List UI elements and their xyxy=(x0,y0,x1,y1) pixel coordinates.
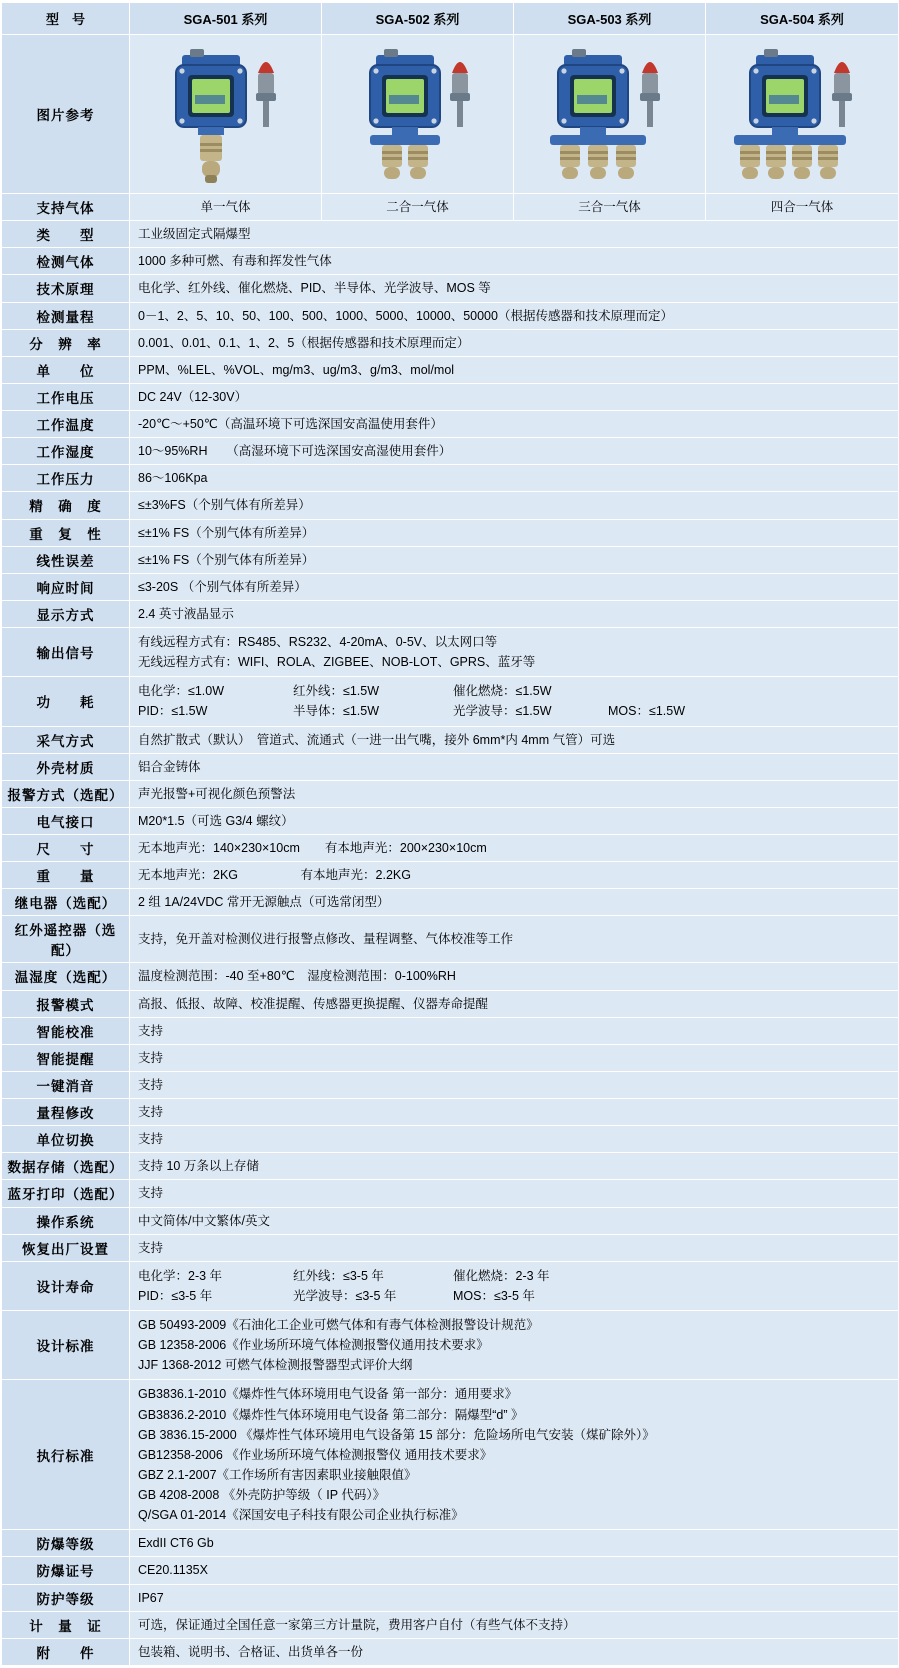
row-value: DC 24V（12-30V） xyxy=(130,383,899,410)
lifetime-mos: MOS：≤3-5 年 xyxy=(453,1288,535,1303)
row-value: 支持 xyxy=(130,1017,899,1044)
row-value: 0.001、0.01、0.1、1、2、5（根据传感器和技术原理而定） xyxy=(130,329,899,356)
model-503: SGA-503 系列 xyxy=(514,3,706,35)
row-label: 单位切换 xyxy=(2,1126,130,1153)
table-row xyxy=(2,1584,899,1611)
table-row xyxy=(2,862,899,889)
table-row xyxy=(2,726,899,753)
gas-detector-2-icon xyxy=(324,39,509,189)
model-501: SGA-501 系列 xyxy=(130,3,322,35)
row-label: 智能校准 xyxy=(2,1017,130,1044)
model-504: SGA-504 系列 xyxy=(706,3,899,35)
table-row xyxy=(2,600,899,627)
row-label: 精 确 度 xyxy=(2,492,130,519)
gas-detector-3-icon xyxy=(516,39,701,189)
table-row xyxy=(2,1530,899,1557)
gas-support-502: 二合一气体 xyxy=(322,194,514,221)
row-value: 声光报警+可视化颜色预警法 xyxy=(130,780,899,807)
power-line-2 xyxy=(138,701,890,721)
table-row xyxy=(2,1153,899,1180)
model-502: SGA-502 系列 xyxy=(322,3,514,35)
table-row-photo xyxy=(2,35,899,194)
gas-support-503: 三合一气体 xyxy=(514,194,706,221)
power-electrochemical: 电化学：≤1.0W xyxy=(138,684,225,699)
exec-standard-line: GB 4208-2008 《外壳防护等级（ IP 代码）》 xyxy=(138,1488,386,1502)
lifetime-label: 设计寿命 xyxy=(2,1261,130,1310)
power-catalytic: 催化燃烧：≤1.5W xyxy=(453,684,552,699)
exec-standard-label: 执行标准 xyxy=(2,1380,130,1530)
table-row xyxy=(2,1611,899,1638)
row-value: 电化学、红外线、催化燃烧、PID、半导体、光学波导、MOS 等 xyxy=(130,275,899,302)
row-value: 支持 xyxy=(130,1126,899,1153)
row-value: -20℃～+50℃（高温环境下可选深国安高温使用套件） xyxy=(130,411,899,438)
row-label: 分 辨 率 xyxy=(2,329,130,356)
table-row xyxy=(2,1557,899,1584)
row-value: 支持 xyxy=(130,1180,899,1207)
row-label: 报警模式 xyxy=(2,990,130,1017)
power-pid: PID：≤1.5W xyxy=(138,704,208,719)
row-value: CE20.1135X xyxy=(130,1557,899,1584)
exec-standard-line: Q/SGA 01-2014《深国安电子科技有限公司企业执行标准》 xyxy=(138,1508,464,1523)
device-image-503 xyxy=(514,35,706,194)
row-label: 重 量 xyxy=(2,862,130,889)
table-row-lifetime xyxy=(2,1261,899,1310)
row-value: ExdII CT6 Gb xyxy=(130,1530,899,1557)
row-label: 防爆等级 xyxy=(2,1530,130,1557)
device-image-502 xyxy=(322,35,514,194)
row-label: 防护等级 xyxy=(2,1584,130,1611)
table-row xyxy=(2,1126,899,1153)
row-label: 工作温度 xyxy=(2,411,130,438)
table-row xyxy=(2,1071,899,1098)
row-label: 蓝牙打印（选配） xyxy=(2,1180,130,1207)
table-row xyxy=(2,1234,899,1261)
row-value: 2.4 英寸液晶显示 xyxy=(130,600,899,627)
table-row xyxy=(2,519,899,546)
row-value: 高报、低报、故障、校准提醒、传感器更换提醒、仪器寿命提醒 xyxy=(130,990,899,1017)
row-label: 外壳材质 xyxy=(2,753,130,780)
table-row xyxy=(2,1017,899,1044)
row-label: 显示方式 xyxy=(2,600,130,627)
row-value: 支持 xyxy=(130,1234,899,1261)
row-value: 0－1、2、5、10、50、100、500、1000、5000、10000、50000（根据传感器和技术原理而定） xyxy=(130,302,899,329)
row-label: 操作系统 xyxy=(2,1207,130,1234)
row-value: 中文简体/中文繁体/英文 xyxy=(130,1207,899,1234)
table-row-design-standard xyxy=(2,1311,899,1380)
lifetime-optical: 光学波导：≤3-5 年 xyxy=(293,1288,397,1303)
table-row xyxy=(2,248,899,275)
row-label: 响应时间 xyxy=(2,573,130,600)
exec-standard-line: GB3836.1-2010《爆炸性气体环境用电气设备 第一部分：通用要求》 xyxy=(138,1387,518,1402)
lifetime-pid: PID：≤3-5 年 xyxy=(138,1288,213,1303)
row-label: 恢复出厂设置 xyxy=(2,1234,130,1261)
table-row xyxy=(2,963,899,990)
gas-detector-1-icon xyxy=(132,39,317,189)
table-row-model-header xyxy=(2,3,899,35)
exec-standard-line: GBZ 2.1-2007《工作场所有害因素职业接触限值》 xyxy=(138,1467,417,1482)
row-label: 报警方式（选配） xyxy=(2,780,130,807)
gas-support-label: 支持气体 xyxy=(2,194,130,221)
row-value: 10～95%RH （高湿环境下可选深国安高湿使用套件） xyxy=(130,438,899,465)
row-label: 温湿度（选配） xyxy=(2,963,130,990)
table-row xyxy=(2,1180,899,1207)
table-row xyxy=(2,573,899,600)
row-label: 重 复 性 xyxy=(2,519,130,546)
device-image-501 xyxy=(130,35,322,194)
row-label: 计 量 证 xyxy=(2,1611,130,1638)
table-row xyxy=(2,1099,899,1126)
row-value: 2 组 1A/24VDC 常开无源触点（可选常闭型） xyxy=(130,889,899,916)
row-value: IP67 xyxy=(130,1584,899,1611)
row-label: 电气接口 xyxy=(2,807,130,834)
power-infrared: 红外线：≤1.5W xyxy=(293,684,380,699)
specification-table xyxy=(1,2,899,1666)
design-standard-line: JJF 1368-2012 可燃气体检测报警器型式评价大纲 xyxy=(138,1358,413,1373)
spec-sheet xyxy=(0,2,899,1666)
row-value: 支持 xyxy=(130,1099,899,1126)
output-signal-label: 输出信号 xyxy=(2,628,130,677)
power-mos: MOS：≤1.5W xyxy=(608,704,686,719)
row-label: 技术原理 xyxy=(2,275,130,302)
row-value: 可选，保证通过全国任意一家第三方计量院，费用客户自付（有些气体不支持） xyxy=(130,1611,899,1638)
lifetime-infrared: 红外线：≤3-5 年 xyxy=(293,1268,384,1283)
table-row xyxy=(2,492,899,519)
table-row xyxy=(2,753,899,780)
table-row xyxy=(2,546,899,573)
row-label: 附 件 xyxy=(2,1638,130,1665)
table-row xyxy=(2,383,899,410)
row-value: 工业级固定式隔爆型 xyxy=(130,221,899,248)
device-image-504 xyxy=(706,35,899,194)
row-value: 无本地声光：140×230×10cm 有本地声光：200×230×10cm xyxy=(130,835,899,862)
row-label: 工作电压 xyxy=(2,383,130,410)
row-value: 支持 xyxy=(130,1044,899,1071)
lifetime-catalytic: 催化燃烧：2-3 年 xyxy=(453,1268,550,1283)
table-row xyxy=(2,221,899,248)
row-value: 支持 10 万条以上存储 xyxy=(130,1153,899,1180)
row-label: 数据存储（选配） xyxy=(2,1153,130,1180)
row-label: 类 型 xyxy=(2,221,130,248)
table-row xyxy=(2,1044,899,1071)
table-row xyxy=(2,302,899,329)
gas-support-501: 单一气体 xyxy=(130,194,322,221)
gas-detector-4-icon xyxy=(708,39,893,189)
row-label: 采气方式 xyxy=(2,726,130,753)
table-row xyxy=(2,356,899,383)
row-value: M20*1.5（可选 G3/4 螺纹） xyxy=(130,807,899,834)
table-row-exec-standard xyxy=(2,1380,899,1530)
table-row xyxy=(2,889,899,916)
output-signal-value xyxy=(130,628,899,677)
model-label: 型 号 xyxy=(2,3,130,35)
output-signal-line-wired: 有线远程方式有：RS485、RS232、4-20mA、0-5V、以太网口等 xyxy=(138,635,498,649)
row-value: 支持，免开盖对检测仪进行报警点修改、量程调整、气体校准等工作 xyxy=(130,916,899,963)
table-row xyxy=(2,835,899,862)
table-row xyxy=(2,465,899,492)
row-value: 温度检测范围：-40 至+80℃ 湿度检测范围：0-100%RH xyxy=(130,963,899,990)
power-label: 功 耗 xyxy=(2,677,130,726)
row-label: 红外遥控器（选配） xyxy=(2,916,130,963)
design-standard-line: GB 50493-2009《石油化工企业可燃气体和有毒气体检测报警设计规范》 xyxy=(138,1318,539,1332)
power-value xyxy=(130,677,899,726)
row-value: 86～106Kpa xyxy=(130,465,899,492)
row-label: 检测气体 xyxy=(2,248,130,275)
power-line-1 xyxy=(138,681,890,701)
row-label: 量程修改 xyxy=(2,1099,130,1126)
row-value: ≤±3%FS（个别气体有所差异） xyxy=(130,492,899,519)
table-row-output-signal xyxy=(2,628,899,677)
power-optical: 光学波导：≤1.5W xyxy=(453,704,552,719)
table-row xyxy=(2,807,899,834)
lifetime-line-1 xyxy=(138,1266,890,1286)
table-row xyxy=(2,780,899,807)
design-standard-line: GB 12358-2006《作业场所环境气体检测报警仪通用技术要求》 xyxy=(138,1338,489,1353)
row-label: 工作湿度 xyxy=(2,438,130,465)
lifetime-line-2 xyxy=(138,1286,890,1306)
row-label: 一键消音 xyxy=(2,1071,130,1098)
table-row xyxy=(2,990,899,1017)
exec-standard-line: GB 3836.15-2000 《爆炸性气体环境用电气设备第 15 部分：危险场所电气安装（煤矿除外）》 xyxy=(138,1427,655,1442)
table-row-gas-support xyxy=(2,194,899,221)
exec-standard-line: GB12358-2006 《作业场所环境气体检测报警仪 通用技术要求》 xyxy=(138,1447,493,1462)
row-value: ≤3-20S （个别气体有所差异） xyxy=(130,573,899,600)
table-row xyxy=(2,916,899,963)
table-row xyxy=(2,1207,899,1234)
power-semiconductor: 半导体：≤1.5W xyxy=(293,704,380,719)
row-label: 尺 寸 xyxy=(2,835,130,862)
table-row xyxy=(2,329,899,356)
row-label: 智能提醒 xyxy=(2,1044,130,1071)
table-row xyxy=(2,438,899,465)
row-value: ≤±1% FS（个别气体有所差异） xyxy=(130,519,899,546)
row-value: 1000 多种可燃、有毒和挥发性气体 xyxy=(130,248,899,275)
lifetime-value xyxy=(130,1261,899,1310)
table-row xyxy=(2,1638,899,1665)
row-label: 工作压力 xyxy=(2,465,130,492)
row-value: PPM、%LEL、%VOL、mg/m3、ug/m3、g/m3、mol/mol xyxy=(130,356,899,383)
table-row xyxy=(2,275,899,302)
design-standard-value xyxy=(130,1311,899,1380)
design-standard-label: 设计标准 xyxy=(2,1311,130,1380)
row-value: 铝合金铸体 xyxy=(130,753,899,780)
row-value: 支持 xyxy=(130,1071,899,1098)
row-label: 线性误差 xyxy=(2,546,130,573)
row-value: 无本地声光：2KG 有本地声光：2.2KG xyxy=(130,862,899,889)
photo-label: 图片参考 xyxy=(2,35,130,194)
row-label: 检测量程 xyxy=(2,302,130,329)
row-value: 自然扩散式（默认） 管道式、流通式（一进一出气嘴，接外 6mm*内 4mm 气管）可选 xyxy=(130,726,899,753)
row-label: 单 位 xyxy=(2,356,130,383)
row-value: 包装箱、说明书、合格证、出货单各一份 xyxy=(130,1638,899,1665)
exec-standard-line: GB3836.2-2010《爆炸性气体环境用电气设备 第二部分：隔爆型“d” 》 xyxy=(138,1407,524,1422)
table-row-power xyxy=(2,677,899,726)
gas-support-504: 四合一气体 xyxy=(706,194,899,221)
row-label: 防爆证号 xyxy=(2,1557,130,1584)
table-row xyxy=(2,411,899,438)
row-value: ≤±1% FS（个别气体有所差异） xyxy=(130,546,899,573)
row-label: 继电器（选配） xyxy=(2,889,130,916)
output-signal-line-wireless: 无线远程方式有：WIFI、ROLA、ZIGBEE、NOB-LOT、GPRS、蓝牙等 xyxy=(138,655,536,670)
lifetime-electrochemical: 电化学：2-3 年 xyxy=(138,1268,223,1283)
exec-standard-value xyxy=(130,1380,899,1530)
